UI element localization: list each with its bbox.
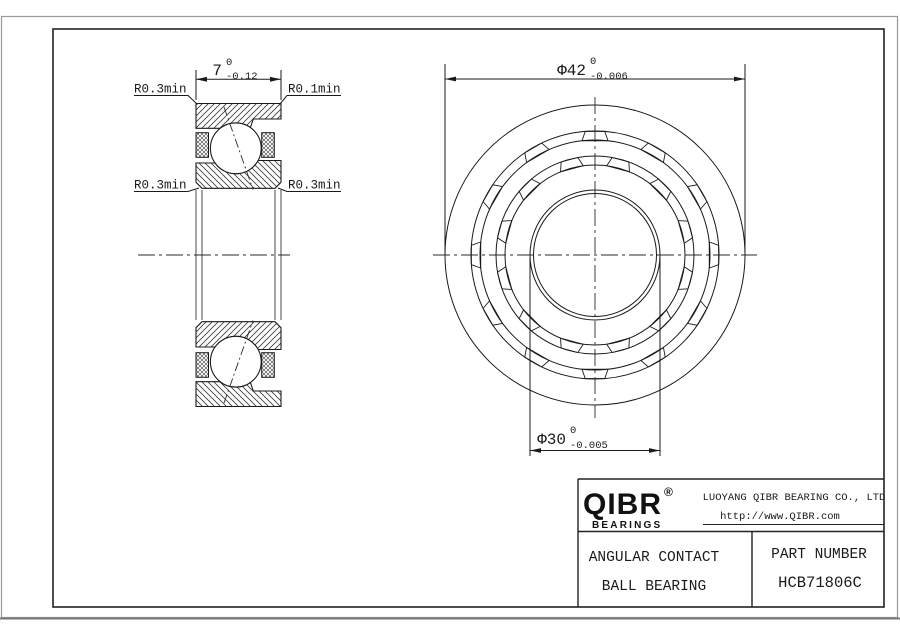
cage-pocket [525,143,549,162]
bore-dim-value: Φ30 [537,431,566,449]
r-label-mid-left: R0.3min [134,178,187,193]
cage-pocket [687,301,706,325]
bore-dim-sub: -0.005 [570,440,608,452]
bore-dim-sup: 0 [570,425,577,437]
width-dimension [196,57,281,100]
section-view [134,57,341,407]
ball [210,123,261,174]
product-name-line1: ANGULAR CONTACT [588,550,720,566]
part-number-label: PART NUMBER [771,547,867,563]
cage-pocket [483,301,502,325]
cage-pocket [650,179,671,200]
cage-section-left [196,133,209,158]
registered-trademark-icon: ® [664,485,673,499]
cage-pocket [561,338,584,352]
width-dim-value: 7 [212,62,222,80]
r-label-top-right: R0.1min [288,82,341,97]
section-upper-half [196,104,281,190]
logo-tagline-text: BEARINGS [592,520,663,531]
company-name: LUOYANG QIBR BEARING CO., LTD [702,492,886,504]
website-url: http://www.QIBR.com [720,511,840,523]
cage-pocket [607,158,630,172]
cage-section-right [262,133,275,158]
od-dim-value: Φ42 [557,62,586,80]
cage-pocket [641,143,665,162]
logo-brand-text: QIBR [583,488,662,521]
cage-pocket [483,185,502,209]
front-view [433,56,757,456]
section-lower-half [196,321,281,407]
width-dim-sub: -0.12 [226,71,258,83]
title-block [578,479,885,607]
r-label-mid-right: R0.3min [288,178,341,193]
cage-pocket [607,338,630,352]
part-number-value: HCB71806C [778,574,862,592]
page-outer-border [2,17,898,618]
r-label-top-left: R0.3min [134,82,187,97]
cage-pocket [498,221,512,244]
company-logo [583,485,673,531]
cage-pocket [498,267,512,290]
od-dim-sup: 0 [590,56,597,68]
cage-pocket [525,347,549,366]
cage-pocket [678,221,692,244]
od-dim-sub: -0.006 [590,71,628,83]
cage-pocket [641,347,665,366]
cage-pocket [519,179,540,200]
product-name-line2: BALL BEARING [601,579,707,595]
width-dim-sup: 0 [226,57,233,69]
cage-pocket [678,267,692,290]
cage-pocket [687,185,706,209]
cage-pocket [561,158,584,172]
